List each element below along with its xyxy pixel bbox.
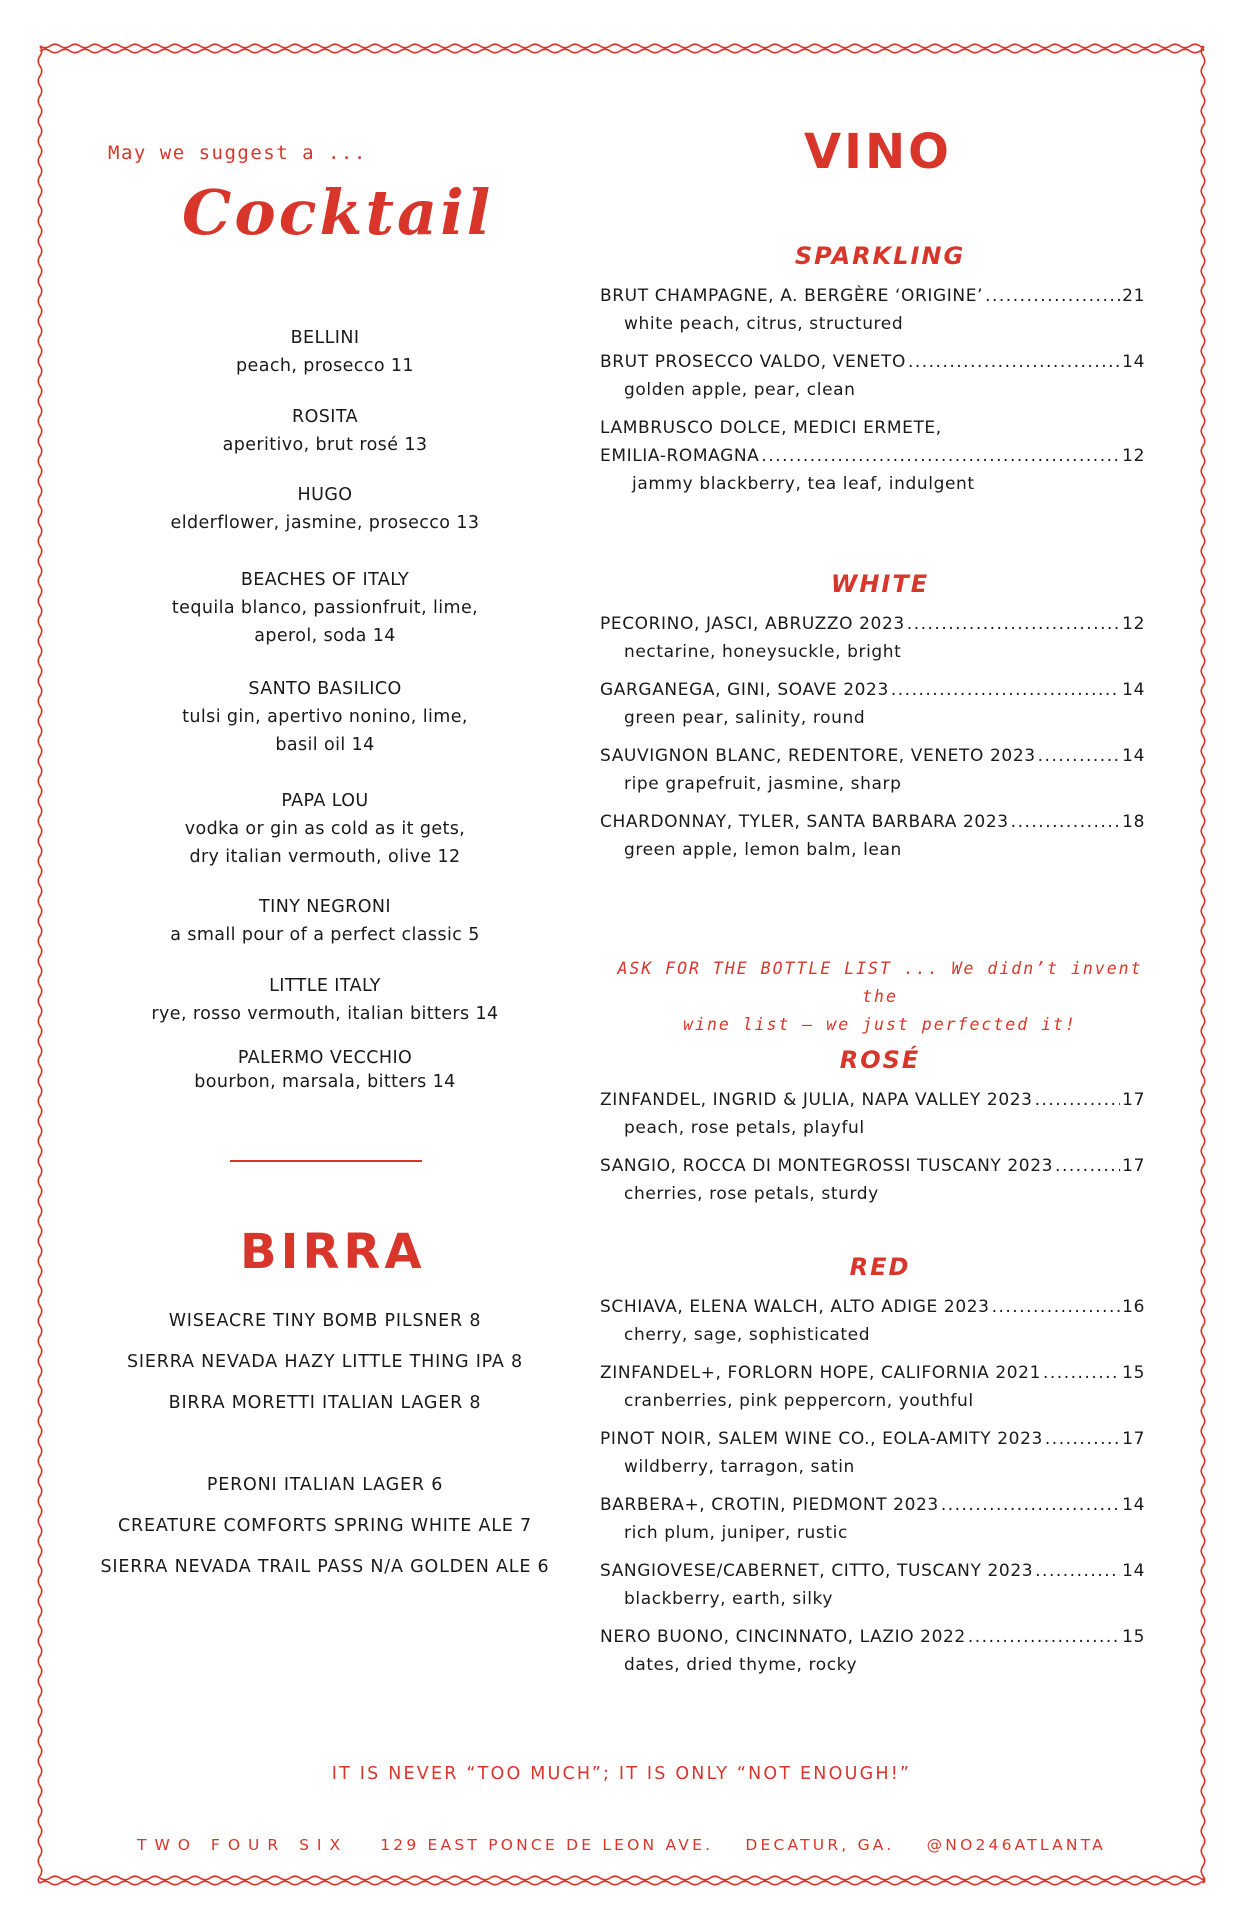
- cocktail-desc: vodka or gin as cold as it gets,: [184, 819, 466, 839]
- wine-notes: ripe grapefruit, jasmine, sharp: [624, 774, 902, 794]
- border-wave: [38, 46, 42, 1883]
- cocktail-desc: aperitivo, brut rosé 13: [222, 435, 428, 455]
- cocktail-item-beaches-of-italy: [120, 566, 530, 650]
- wine-price: 15: [1122, 1363, 1145, 1383]
- wine-notes: dates, dried thyme, rocky: [624, 1655, 858, 1675]
- wine-price: 12: [1122, 614, 1145, 634]
- cocktail-desc: bourbon, marsala, bitters 14: [194, 1072, 456, 1092]
- cocktail-heading: Cocktail: [182, 176, 494, 249]
- wine-price: 18: [1122, 812, 1145, 832]
- wine-name: PINOT NOIR, SALEM WINE CO., EOLA-AMITY 2023: [600, 1429, 1043, 1449]
- wine-list-sparkling: [600, 282, 1145, 498]
- wine-name: GARGANEGA, GINI, SOAVE 2023: [600, 680, 889, 700]
- cocktail-item-santo-basilico: [120, 675, 530, 759]
- leader-dots: [941, 1491, 1120, 1519]
- cocktail-name: ROSITA: [292, 407, 358, 427]
- cocktail-item-papa-lou: [120, 787, 530, 871]
- wine-notes: nectarine, honeysuckle, bright: [624, 642, 902, 662]
- wine-price: 17: [1122, 1156, 1145, 1176]
- wine-price: 14: [1122, 746, 1145, 766]
- cocktail-desc: dry italian vermouth, olive 12: [189, 847, 461, 867]
- wine-item: [600, 1557, 1145, 1585]
- cocktail-item-rosita: [120, 403, 530, 459]
- wine-item-line1: [600, 414, 1145, 442]
- wine-notes: blackberry, earth, silky: [624, 1589, 834, 1609]
- cocktail-name: BEACHES OF ITALY: [240, 570, 410, 590]
- wine-notes: cranberries, pink peppercorn, youthful: [624, 1391, 974, 1411]
- wine-list-white: [600, 610, 1145, 864]
- wine-item: [600, 676, 1145, 704]
- border-wave: [40, 1881, 1204, 1885]
- wine-name: ZINFANDEL+, FORLORN HOPE, CALIFORNIA 2021: [600, 1363, 1041, 1383]
- wine-item: [600, 742, 1145, 770]
- section-divider: [230, 1160, 422, 1162]
- border-wave: [40, 44, 1204, 48]
- wine-item: [600, 348, 1145, 376]
- red-heading: RED: [849, 1253, 911, 1281]
- birra-heading: BIRRA: [240, 1224, 426, 1280]
- leader-dots: [891, 676, 1120, 704]
- cocktail-desc: a small pour of a perfect classic 5: [170, 925, 480, 945]
- border-wave: [40, 1876, 1204, 1880]
- wine-name: SANGIOVESE/CABERNET, CITTO, TUSCANY 2023: [600, 1561, 1034, 1581]
- cocktail-desc: tulsi gin, apertivo nonino, lime,: [182, 707, 468, 727]
- leader-dots: [992, 1293, 1121, 1321]
- cocktail-item-bellini: [120, 324, 530, 380]
- cocktail-desc: aperol, soda 14: [254, 626, 396, 646]
- beer-item: PERONI ITALIAN LAGER 6: [206, 1475, 444, 1495]
- wine-list-red: [600, 1293, 1145, 1679]
- leader-dots: [1035, 1557, 1120, 1585]
- footer-city: DECATUR, GA.: [745, 1836, 895, 1854]
- bottle-list-note-line1: ASK FOR THE BOTTLE LIST ... We didn’t invent the: [617, 959, 1143, 1006]
- wine-item: [600, 610, 1145, 638]
- leader-dots: [1045, 1425, 1120, 1453]
- wine-item: [600, 1086, 1145, 1114]
- cocktail-name: BELLINI: [290, 328, 360, 348]
- wine-notes: jammy blackberry, tea leaf, indulgent: [632, 474, 975, 494]
- cocktail-name: PAPA LOU: [281, 791, 369, 811]
- wine-notes: wildberry, tarragon, satin: [624, 1457, 855, 1477]
- wine-notes: golden apple, pear, clean: [624, 380, 856, 400]
- wine-name: EMILIA-ROMAGNA: [600, 446, 760, 466]
- leader-dots: [1035, 1086, 1121, 1114]
- cocktail-item-hugo: [120, 481, 530, 537]
- wine-item: [600, 1293, 1145, 1321]
- cocktail-desc: tequila blanco, passionfruit, lime,: [171, 598, 479, 618]
- wine-notes: green apple, lemon balm, lean: [624, 840, 902, 860]
- wine-name: ZINFANDEL, INGRID & JULIA, NAPA VALLEY 2023: [600, 1090, 1033, 1110]
- beer-item: SIERRA NEVADA HAZY LITTLE THING IPA 8: [127, 1352, 523, 1372]
- cocktail-item-palermo-vecchio: [120, 1046, 530, 1094]
- wine-item: [600, 1152, 1145, 1180]
- rose-heading: ROSÉ: [839, 1046, 921, 1074]
- wine-item: [600, 1425, 1145, 1453]
- cocktail-intro: May we suggest a ...: [108, 142, 367, 164]
- wine-item: [600, 808, 1145, 836]
- cocktail-desc: elderflower, jasmine, prosecco 13: [170, 513, 480, 533]
- cocktail-item-little-italy: [120, 972, 530, 1028]
- beer-item: SIERRA NEVADA TRAIL PASS N/A GOLDEN ALE 6: [100, 1557, 550, 1577]
- wine-notes: peach, rose petals, playful: [624, 1118, 865, 1138]
- cocktail-desc: rye, rosso vermouth, italian bitters 14: [151, 1004, 499, 1024]
- wine-name: SAUVIGNON BLANC, REDENTORE, VENETO 2023: [600, 746, 1036, 766]
- wine-name: PECORINO, JASCI, ABRUZZO 2023: [600, 614, 905, 634]
- footer-name: TWO FOUR SIX: [137, 1836, 349, 1854]
- wine-list-rose: [600, 1086, 1145, 1208]
- bottle-list-note-line2: wine list — we just perfected it!: [683, 1015, 1077, 1034]
- cocktail-item-tiny-negroni: [120, 893, 530, 949]
- border-wave: [40, 49, 1204, 53]
- wine-notes: cherry, sage, sophisticated: [624, 1325, 871, 1345]
- leader-dots: [907, 610, 1120, 638]
- wine-item: [600, 1491, 1145, 1519]
- wine-item: [600, 1623, 1145, 1651]
- leader-dots: [908, 348, 1120, 376]
- cocktail-desc: peach, prosecco 11: [236, 356, 414, 376]
- border-wave: [1201, 46, 1205, 1883]
- footer: [0, 1836, 1243, 1854]
- wine-price: 21: [1122, 286, 1145, 306]
- beer-item: WISEACRE TINY BOMB PILSNER 8: [168, 1311, 482, 1331]
- footer-address: 129 EAST PONCE DE LEON AVE.: [380, 1836, 714, 1854]
- leader-dots: [1011, 808, 1120, 836]
- footer-handle: @NO246ATLANTA: [926, 1836, 1106, 1854]
- wine-name: BRUT PROSECCO VALDO, VENETO: [600, 352, 906, 372]
- wine-name: LAMBRUSCO DOLCE, MEDICI ERMETE,: [600, 418, 942, 438]
- cocktail-name: TINY NEGRONI: [259, 897, 391, 917]
- wine-item: [600, 442, 1145, 470]
- wine-notes: white peach, citrus, structured: [624, 314, 904, 334]
- wine-notes: rich plum, juniper, rustic: [624, 1523, 848, 1543]
- wine-price: 14: [1122, 1495, 1145, 1515]
- wine-price: 15: [1122, 1627, 1145, 1647]
- bottle-list-note: [600, 955, 1160, 1039]
- beer-item: CREATURE COMFORTS SPRING WHITE ALE 7: [118, 1516, 532, 1536]
- wine-name: NERO BUONO, CINCINNATO, LAZIO 2022: [600, 1627, 966, 1647]
- wine-notes: green pear, salinity, round: [624, 708, 866, 728]
- wine-price: 14: [1122, 352, 1145, 372]
- beer-item: BIRRA MORETTI ITALIAN LAGER 8: [168, 1393, 482, 1413]
- vino-heading: VINO: [804, 124, 952, 180]
- cocktail-name: LITTLE ITALY: [269, 976, 381, 996]
- cocktail-name: HUGO: [297, 485, 353, 505]
- wine-price: 14: [1122, 680, 1145, 700]
- wine-name: CHARDONNAY, TYLER, SANTA BARBARA 2023: [600, 812, 1009, 832]
- wine-price: 16: [1122, 1297, 1145, 1317]
- tagline: IT IS NEVER “TOO MUCH”; IT IS ONLY “NOT ENOUGH!”: [331, 1764, 912, 1784]
- wine-item: [600, 282, 1145, 310]
- leader-dots: [968, 1623, 1120, 1651]
- wine-name: SCHIAVA, ELENA WALCH, ALTO ADIGE 2023: [600, 1297, 990, 1317]
- wine-price: 17: [1122, 1090, 1145, 1110]
- wine-price: 12: [1122, 446, 1145, 466]
- wine-price: 17: [1122, 1429, 1145, 1449]
- cocktail-name: SANTO BASILICO: [248, 679, 402, 699]
- leader-dots: [985, 282, 1120, 310]
- leader-dots: [761, 442, 1120, 470]
- wine-name: SANGIO, ROCCA DI MONTEGROSSI TUSCANY 2023: [600, 1156, 1054, 1176]
- leader-dots: [1043, 1359, 1120, 1387]
- wine-name: BRUT CHAMPAGNE, A. BERGÈRE ‘ORIGINE’: [600, 286, 984, 306]
- cocktail-name: PALERMO VECCHIO: [237, 1048, 413, 1068]
- sparkling-heading: SPARKLING: [794, 242, 966, 270]
- cocktail-desc: basil oil 14: [275, 735, 375, 755]
- wine-notes: cherries, rose petals, sturdy: [624, 1184, 879, 1204]
- wine-price: 14: [1122, 1561, 1145, 1581]
- wine-item: [600, 1359, 1145, 1387]
- leader-dots: [1055, 1152, 1120, 1180]
- wine-name: BARBERA+, CROTIN, PIEDMONT 2023: [600, 1495, 939, 1515]
- white-heading: WHITE: [830, 570, 930, 598]
- leader-dots: [1038, 742, 1121, 770]
